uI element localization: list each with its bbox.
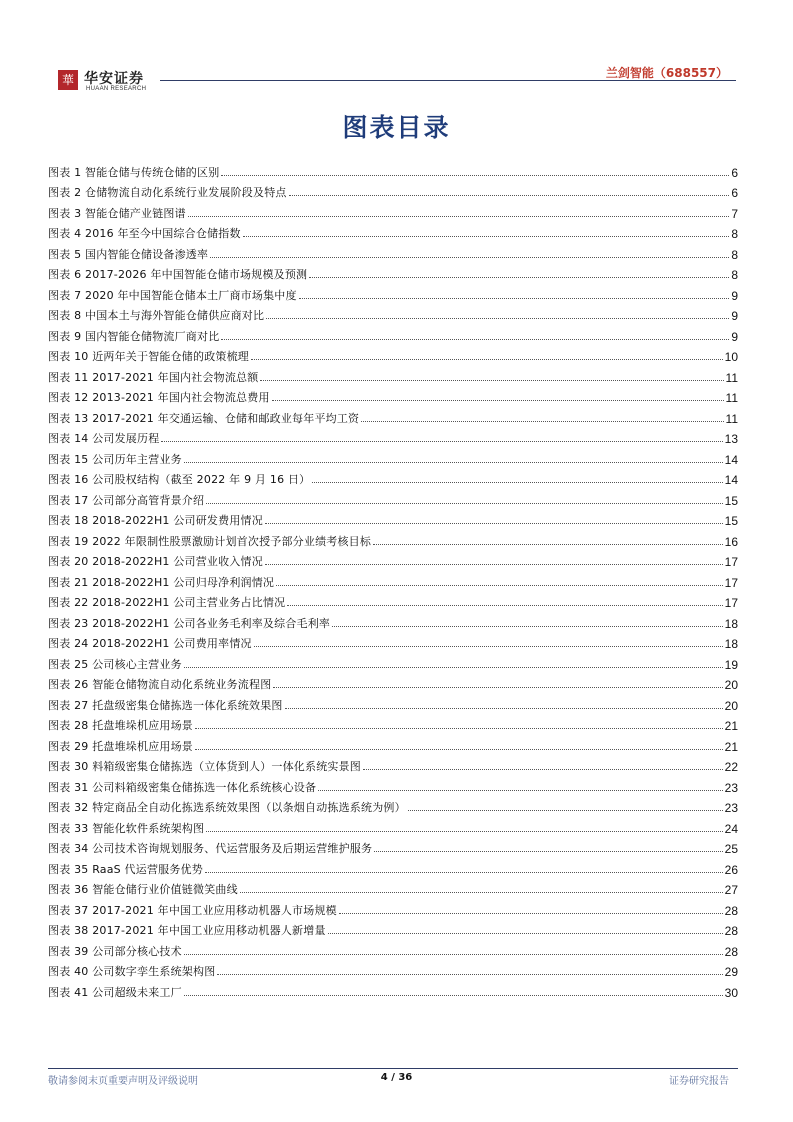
toc-dot-leader: [188, 216, 730, 217]
toc-entry[interactable]: [48, 590, 738, 611]
toc-entry[interactable]: [48, 487, 738, 508]
toc-dot-leader: [184, 995, 723, 996]
toc-dot-leader: [217, 974, 722, 975]
toc-entry[interactable]: [48, 426, 738, 447]
toc-entry-page: 8: [731, 247, 738, 262]
toc-entry-page: 14: [724, 473, 738, 487]
toc-dot-leader: [205, 872, 723, 873]
toc-entry-label: 图表 32 特定商品全自动化拣选系统效果图（以条烟自动拣选系统为例）: [48, 801, 406, 814]
toc-dot-leader: [312, 482, 722, 483]
toc-dot-leader: [210, 257, 729, 258]
toc-entry-page: 11: [725, 391, 738, 405]
toc-dot-leader: [408, 810, 723, 811]
toc-entry[interactable]: [48, 508, 738, 529]
toc-dot-leader: [266, 318, 729, 319]
toc-dot-leader: [361, 421, 723, 422]
toc-entry-page: 10: [724, 350, 738, 364]
toc-entry-page: 19: [724, 657, 738, 672]
toc-entry[interactable]: [48, 733, 738, 754]
toc-entry-page: 9: [731, 329, 738, 344]
toc-entry-page: 13: [724, 432, 738, 446]
toc-entry[interactable]: [48, 323, 738, 344]
toc-entry-page: 23: [724, 801, 738, 815]
toc-entry[interactable]: [48, 713, 738, 734]
toc-dot-leader: [251, 359, 723, 360]
toc-entry[interactable]: [48, 159, 738, 180]
toc-entry-page: 18: [724, 616, 738, 631]
company-ticker: 兰剑智能（688557）: [605, 66, 728, 80]
figure-index-list: [48, 159, 738, 1000]
toc-dot-leader: [374, 851, 722, 852]
toc-entry-label: 图表 21 2018-2022H1 公司归母净利润情况: [48, 575, 275, 589]
toc-entry-page: 21: [724, 739, 738, 754]
footer-divider: [48, 1068, 738, 1069]
page-number: 4 / 36: [380, 1072, 413, 1083]
toc-dot-leader: [285, 708, 723, 709]
toc-entry-page: 6: [731, 186, 738, 200]
toc-entry-label: 图表 12 2013-2021 年国内社会物流总费用: [48, 391, 270, 404]
page-header: [46, 58, 736, 94]
toc-entry[interactable]: [48, 262, 738, 283]
toc-dot-leader: [299, 298, 730, 299]
toc-entry-page: 11: [725, 411, 738, 426]
toc-dot-leader: [184, 954, 723, 955]
toc-entry-label: 图表 25 公司核心主营业务: [48, 657, 182, 671]
toc-entry-label: 图表 4 2016 年至今中国综合仓储指数: [48, 227, 241, 240]
toc-entry-label: 图表 39 公司部分核心技术: [48, 944, 182, 958]
toc-dot-leader: [318, 790, 722, 791]
toc-dot-leader: [184, 667, 723, 668]
toc-entry[interactable]: [48, 672, 738, 693]
toc-dot-leader: [363, 769, 723, 770]
toc-entry-page: 28: [724, 944, 738, 959]
toc-entry-label: 图表 24 2018-2022H1 公司费用率情况: [48, 637, 252, 650]
toc-entry-label: 图表 31 公司料箱级密集仓储拣选一体化系统核心设备: [48, 780, 317, 794]
toc-entry[interactable]: [48, 959, 738, 980]
toc-entry-page: 17: [724, 575, 738, 590]
toc-entry-label: 图表 19 2022 年限制性股票激励计划首次授予部分业绩考核目标: [48, 534, 372, 548]
toc-entry-label: 图表 9 国内智能仓储物流厂商对比: [48, 329, 220, 343]
toc-entry-page: 24: [724, 821, 738, 836]
toc-entry-label: 图表 15 公司历年主营业务: [48, 452, 182, 466]
toc-entry-label: 图表 6 2017-2026 年中国智能仓储市场规模及预测: [48, 268, 308, 281]
toc-entry-page: 28: [724, 924, 738, 938]
toc-entry-label: 图表 40 公司数字孪生系统架构图: [48, 965, 216, 978]
toc-entry[interactable]: [48, 692, 738, 713]
toc-entry-label: 图表 18 2018-2022H1 公司研发费用情况: [48, 514, 263, 527]
toc-dot-leader: [273, 687, 722, 688]
toc-entry[interactable]: [48, 795, 738, 816]
toc-entry[interactable]: [48, 979, 738, 1000]
toc-dot-leader: [265, 564, 723, 565]
toc-entry-page: 6: [731, 165, 738, 180]
toc-entry-label: 图表 8 中国本土与海外智能仓储供应商对比: [48, 309, 265, 322]
toc-entry-page: 8: [731, 268, 738, 282]
toc-entry-page: 14: [724, 452, 738, 467]
toc-entry[interactable]: [48, 405, 738, 426]
toc-entry[interactable]: [48, 364, 738, 385]
toc-entry-label: 图表 13 2017-2021 年交通运输、仓储和邮政业每年平均工资: [48, 411, 360, 425]
toc-entry-page: 15: [724, 493, 738, 508]
toc-entry-page: 17: [724, 596, 738, 610]
toc-entry-label: 图表 30 料箱级密集仓储拣选（立体货到人）一体化系统实景图: [48, 760, 361, 773]
toc-dot-leader: [240, 892, 723, 893]
toc-entry-label: 图表 22 2018-2022H1 公司主营业务占比情况: [48, 596, 286, 609]
toc-entry[interactable]: [48, 446, 738, 467]
toc-entry-page: 29: [724, 965, 738, 979]
toc-entry[interactable]: [48, 631, 738, 652]
toc-dot-leader: [195, 728, 723, 729]
toc-dot-leader: [289, 195, 730, 196]
toc-entry-label: 图表 38 2017-2021 年中国工业应用移动机器人新增量: [48, 924, 326, 937]
toc-entry-page: 23: [724, 780, 738, 795]
toc-entry[interactable]: [48, 344, 738, 365]
toc-entry-label: 图表 23 2018-2022H1 公司各业务毛利率及综合毛利率: [48, 616, 331, 630]
toc-entry-page: 7: [731, 206, 738, 221]
toc-entry[interactable]: [48, 303, 738, 324]
toc-entry-label: 图表 5 国内智能仓储设备渗透率: [48, 247, 209, 261]
toc-dot-leader: [243, 236, 730, 237]
toc-entry[interactable]: [48, 282, 738, 303]
toc-entry-label: 图表 27 托盘级密集仓储拣选一体化系统效果图: [48, 698, 283, 712]
toc-entry[interactable]: [48, 180, 738, 201]
toc-dot-leader: [276, 585, 723, 586]
toc-entry[interactable]: [48, 856, 738, 877]
toc-entry-label: 图表 35 RaaS 代运营服务优势: [48, 862, 203, 876]
toc-entry-page: 22: [724, 760, 738, 774]
toc-entry-label: 图表 20 2018-2022H1 公司营业收入情况: [48, 555, 263, 568]
toc-entry[interactable]: [48, 549, 738, 570]
toc-entry-label: 图表 14 公司发展历程: [48, 432, 160, 445]
toc-dot-leader: [161, 441, 722, 442]
toc-entry-page: 15: [724, 514, 738, 528]
toc-entry[interactable]: [48, 569, 738, 590]
toc-dot-leader: [184, 462, 723, 463]
toc-entry[interactable]: [48, 836, 738, 857]
toc-entry-label: 图表 3 智能仓储产业链图谱: [48, 206, 186, 220]
toc-entry[interactable]: [48, 610, 738, 631]
toc-dot-leader: [272, 400, 724, 401]
logo-chinese-name: 华安证券: [84, 71, 144, 87]
toc-entry-page: 8: [731, 227, 738, 241]
toc-dot-leader: [221, 175, 729, 176]
footer-disclaimer: 敬请参阅末页重要声明及评级说明: [48, 1076, 198, 1087]
toc-dot-leader: [206, 503, 722, 504]
toc-entry[interactable]: [48, 651, 738, 672]
toc-entry-label: 图表 33 智能化软件系统架构图: [48, 821, 205, 835]
toc-entry-label: 图表 29 托盘堆垛机应用场景: [48, 739, 193, 753]
toc-entry-page: 21: [724, 719, 738, 733]
toc-entry-label: 图表 26 智能仓储物流自动化系统业务流程图: [48, 678, 272, 691]
toc-dot-leader: [221, 339, 729, 340]
toc-entry-page: 20: [724, 678, 738, 692]
toc-entry[interactable]: [48, 467, 738, 488]
toc-entry-page: 11: [725, 370, 738, 385]
toc-entry-page: 16: [724, 534, 738, 549]
toc-dot-leader: [260, 380, 723, 381]
toc-dot-leader: [328, 933, 723, 934]
toc-entry[interactable]: [48, 938, 738, 959]
toc-entry-label: 图表 7 2020 年中国智能仓储本土厂商市场集中度: [48, 288, 297, 302]
toc-entry[interactable]: [48, 877, 738, 898]
toc-entry[interactable]: [48, 754, 738, 775]
toc-entry-page: 20: [724, 698, 738, 713]
page-title: 图表目录: [342, 113, 451, 142]
toc-entry-label: 图表 2 仓储物流自动化系统行业发展阶段及特点: [48, 186, 287, 199]
toc-entry-label: 图表 36 智能仓储行业价值链微笑曲线: [48, 883, 238, 896]
toc-entry[interactable]: [48, 241, 738, 262]
toc-entry-page: 9: [731, 288, 738, 303]
toc-entry-page: 9: [731, 309, 738, 323]
toc-entry[interactable]: [48, 774, 738, 795]
logo-english-name: HUAAN RESEARCH: [86, 86, 147, 92]
toc-entry-label: 图表 1 智能仓储与传统仓储的区别: [48, 165, 220, 179]
toc-entry-label: 图表 17 公司部分高管背景介绍: [48, 493, 205, 507]
toc-dot-leader: [265, 523, 723, 524]
footer-report-type: 证券研究报告: [669, 1076, 729, 1087]
toc-entry-label: 图表 16 公司股权结构（截至 2022 年 9 月 16 日）: [48, 473, 311, 486]
toc-entry[interactable]: [48, 221, 738, 242]
toc-entry-page: 30: [724, 985, 738, 1000]
toc-entry-label: 图表 28 托盘堆垛机应用场景: [48, 719, 193, 732]
toc-entry[interactable]: [48, 897, 738, 918]
toc-entry[interactable]: [48, 918, 738, 939]
toc-entry[interactable]: [48, 200, 738, 221]
toc-entry-label: 图表 41 公司超级未来工厂: [48, 985, 182, 999]
toc-entry-page: 26: [724, 862, 738, 877]
toc-entry[interactable]: [48, 815, 738, 836]
toc-entry-label: 图表 37 2017-2021 年中国工业应用移动机器人市场规模: [48, 903, 337, 917]
toc-dot-leader: [332, 626, 723, 627]
toc-entry-label: 图表 10 近两年关于智能仓储的政策梳理: [48, 350, 249, 363]
toc-dot-leader: [206, 831, 722, 832]
toc-dot-leader: [309, 277, 729, 278]
toc-entry-page: 27: [724, 883, 738, 897]
toc-entry-page: 28: [724, 903, 738, 918]
toc-dot-leader: [287, 605, 722, 606]
toc-dot-leader: [195, 749, 723, 750]
toc-entry-page: 18: [724, 637, 738, 651]
toc-dot-leader: [254, 646, 723, 647]
toc-dot-leader: [373, 544, 723, 545]
huaan-logo-icon: 華: [58, 70, 78, 90]
toc-dot-leader: [339, 913, 723, 914]
toc-entry[interactable]: [48, 528, 738, 549]
toc-entry-page: 25: [724, 842, 738, 856]
toc-entry[interactable]: [48, 385, 738, 406]
toc-entry-label: 图表 11 2017-2021 年国内社会物流总额: [48, 370, 259, 384]
toc-entry-label: 图表 34 公司技术咨询规划服务、代运营服务及后期运营维护服务: [48, 842, 373, 855]
toc-entry-page: 17: [724, 555, 738, 569]
